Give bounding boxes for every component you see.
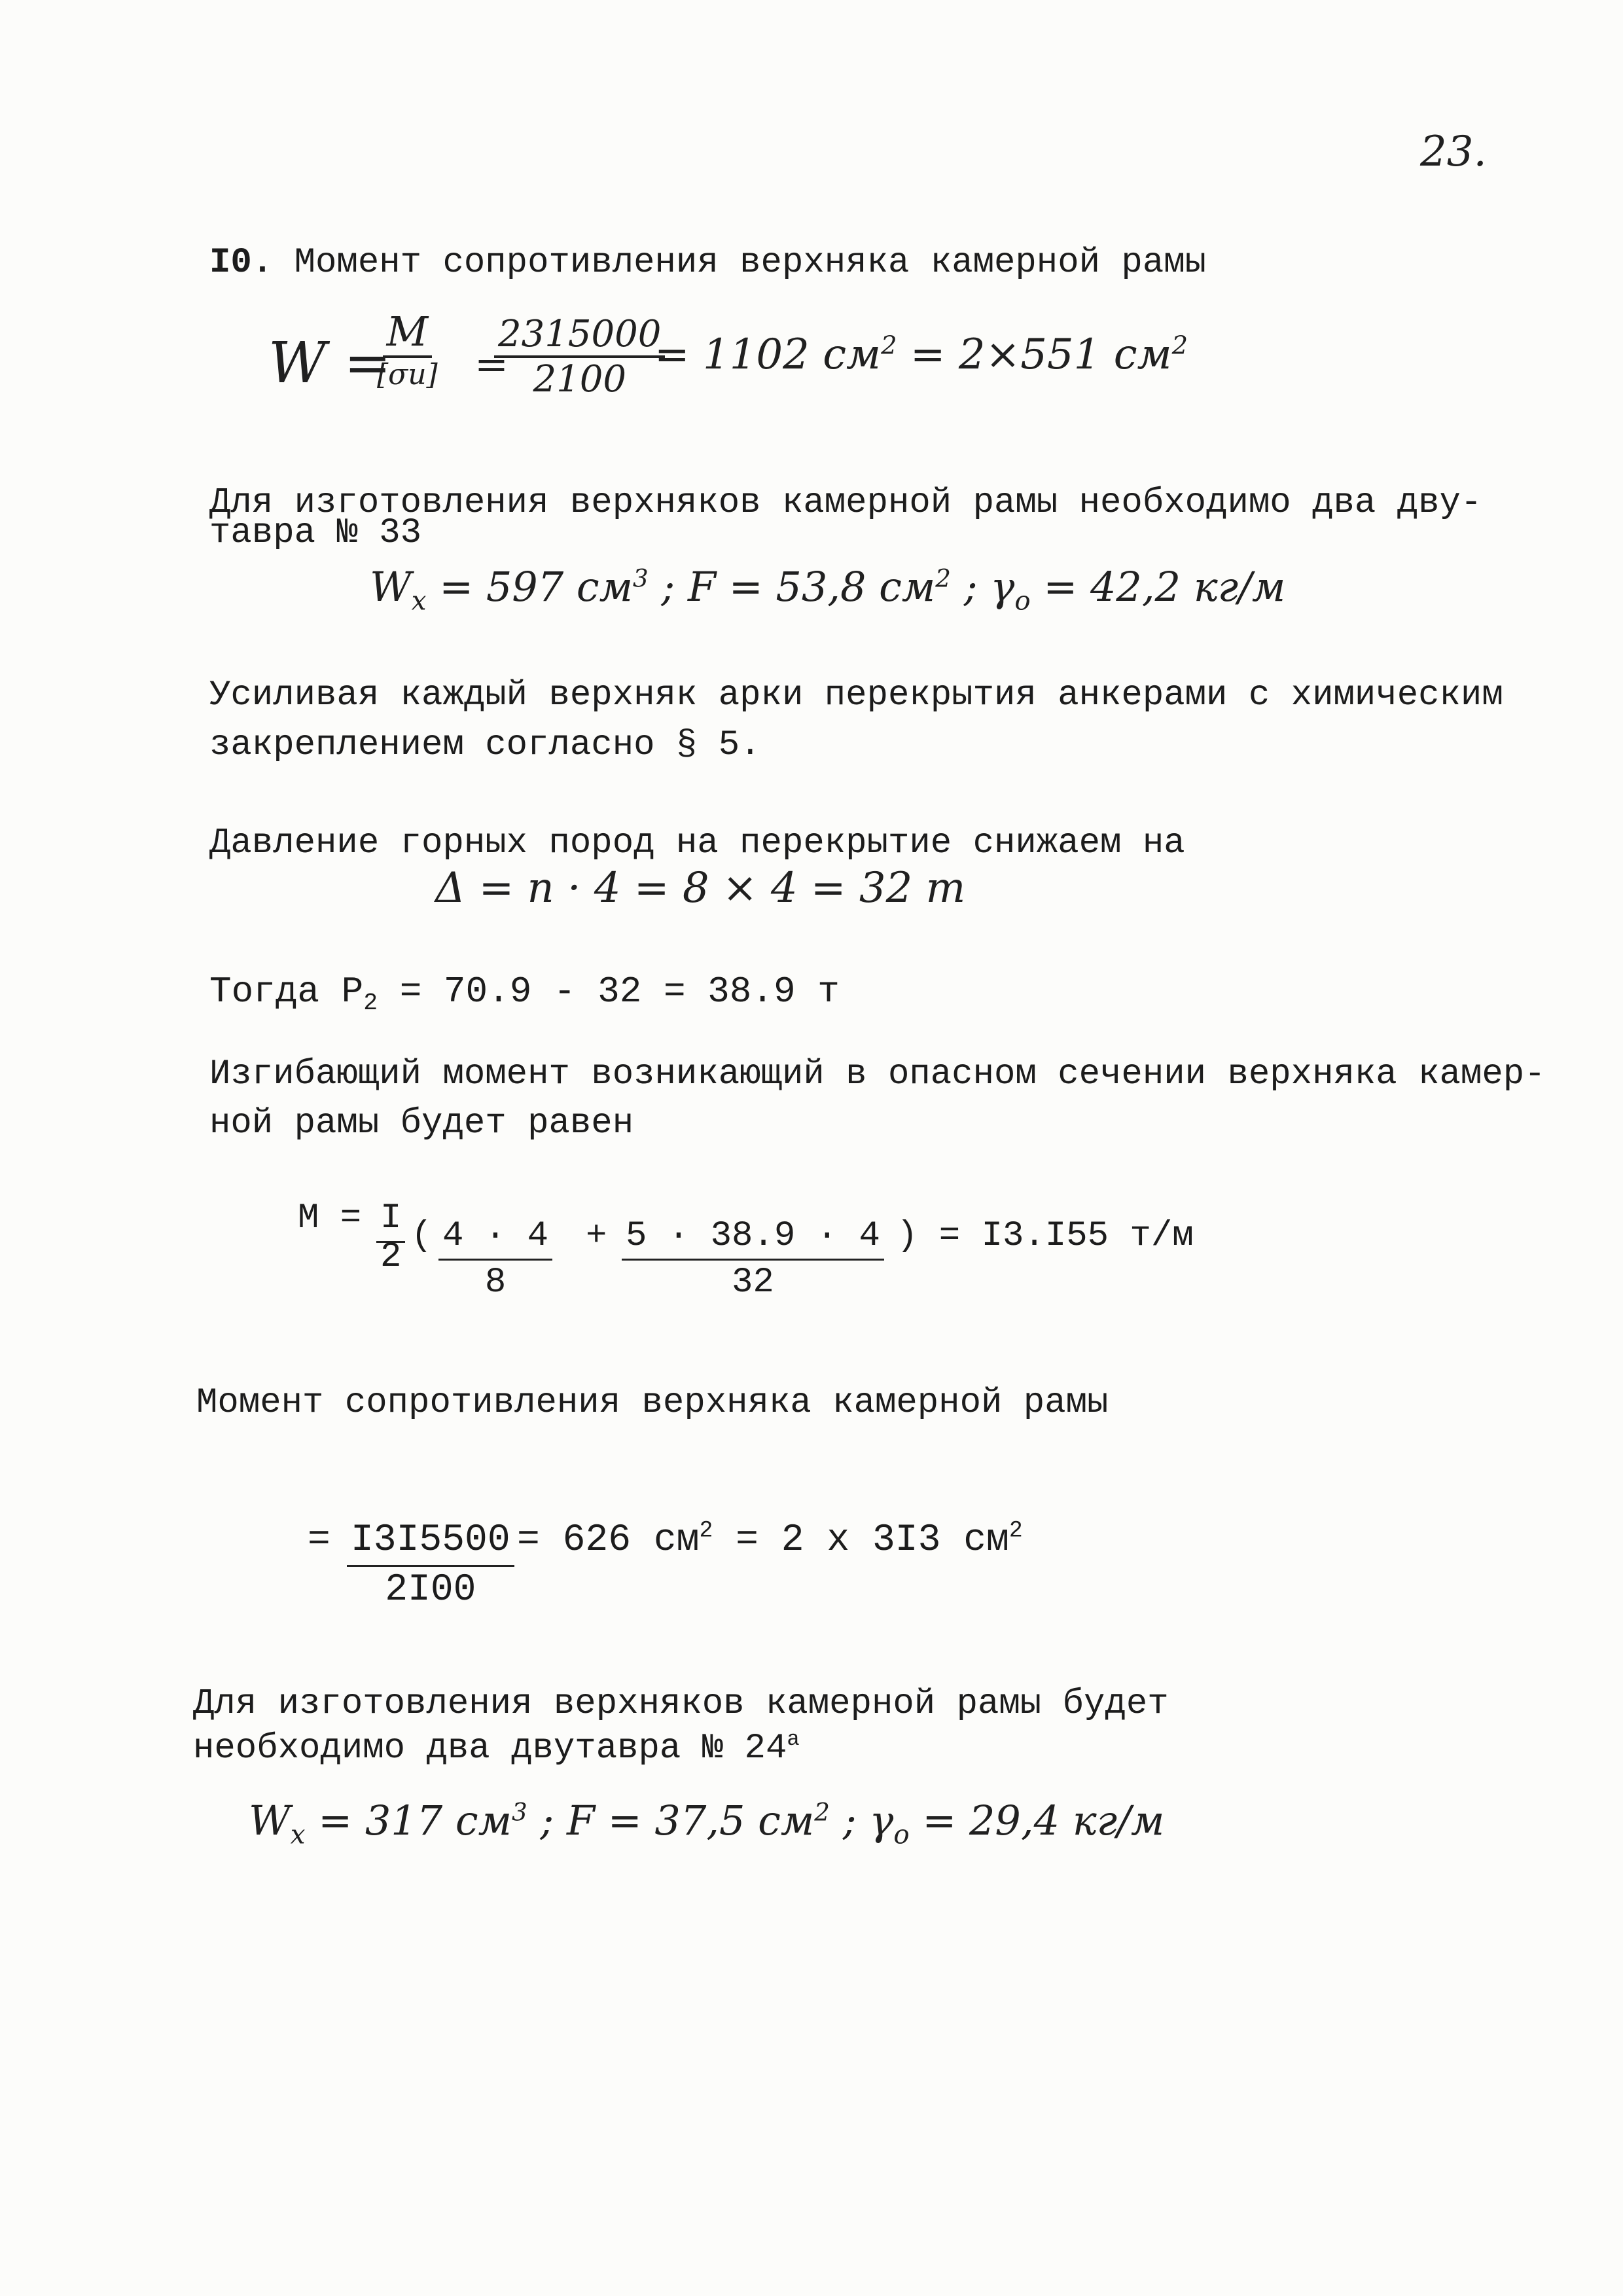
beam-properties-33 bbox=[370, 563, 1286, 617]
fraction-numerator: 2315000 bbox=[494, 313, 665, 358]
result-split-exponent: 2 bbox=[1171, 331, 1188, 361]
paragraph-line: тавра № 33 bbox=[209, 512, 422, 553]
formula-delta: Δ = n · 4 = 8 × 4 = 32 т bbox=[435, 864, 966, 912]
paragraph-line: Для изготовления верхняков камерной рамы будет bbox=[193, 1684, 1169, 1724]
fraction-2315000-over-2100 bbox=[494, 313, 665, 401]
open-paren: ( bbox=[411, 1216, 433, 1256]
paragraph-anchors bbox=[209, 671, 1503, 770]
gamma-value: = 42,2 кг/м bbox=[1043, 563, 1286, 611]
fraction-numerator: 4 · 4 bbox=[438, 1214, 552, 1261]
fraction-denominator: 2I00 bbox=[385, 1568, 476, 1611]
moment-result: ) = I3.I55 т/м bbox=[897, 1216, 1194, 1256]
modulus-result bbox=[517, 1517, 1023, 1565]
equals-sign: = bbox=[474, 340, 508, 388]
paragraph-line: закреплением согласно § 5. bbox=[209, 725, 761, 765]
paragraph-section-modulus: Момент сопротивления верхняка камерной рамы bbox=[196, 1383, 1109, 1423]
modulus-value: = 626 см bbox=[517, 1519, 700, 1562]
section-heading bbox=[209, 241, 1206, 285]
modulus-equals: = bbox=[308, 1519, 330, 1562]
section-title: Момент сопротивления верхняка камерной рамы bbox=[294, 243, 1207, 283]
modulus-split-exponent: 2 bbox=[1008, 1518, 1023, 1544]
gamma-subscript: o bbox=[1014, 585, 1031, 617]
fraction-numerator: I3I5500 bbox=[347, 1517, 514, 1567]
fraction-denominator: 2100 bbox=[533, 358, 626, 401]
formula-w-result bbox=[654, 331, 1188, 379]
paragraph-line: Изгибающий момент возникающий в опасном сечении верхняка камер- bbox=[209, 1054, 1546, 1094]
p2-subscript: 2 bbox=[363, 990, 378, 1017]
paragraph-pressure: Давление горных пород на перекрытие снижаем на bbox=[209, 823, 1185, 863]
page-number: 23. bbox=[1420, 128, 1487, 176]
gamma-value: = 29,4 кг/м bbox=[922, 1797, 1165, 1844]
gamma-subscript: o bbox=[893, 1819, 910, 1850]
fraction-numerator: I bbox=[376, 1196, 405, 1243]
beam-properties-24a bbox=[249, 1797, 1165, 1850]
formula-w-lhs: W = bbox=[268, 331, 391, 396]
gamma-symbol: ; γ bbox=[842, 1797, 894, 1844]
wx-exponent: 3 bbox=[512, 1797, 527, 1827]
modulus-split: = 2 x 3I3 см bbox=[713, 1519, 1009, 1562]
plus-sign: + bbox=[586, 1216, 607, 1256]
wx-exponent: 3 bbox=[633, 564, 649, 593]
fraction-5x389x4-over-32 bbox=[622, 1214, 884, 1304]
p2-expression: = 70.9 - 32 = 38.9 т bbox=[378, 971, 840, 1013]
wx-subscript: x bbox=[290, 1819, 306, 1850]
beam-number-superscript: а bbox=[787, 1727, 800, 1751]
fraction-numerator: 5 · 38.9 · 4 bbox=[622, 1214, 884, 1261]
modulus-exponent: 2 bbox=[699, 1518, 713, 1544]
area-exponent: 2 bbox=[814, 1797, 830, 1827]
wx-value: = 317 см bbox=[318, 1797, 512, 1844]
gamma-symbol: ; γ bbox=[963, 563, 1015, 611]
fraction-numerator: M bbox=[383, 308, 432, 358]
wx-symbol: W bbox=[370, 563, 412, 611]
fraction-denominator: 2 bbox=[380, 1236, 402, 1277]
paragraph-line: необходимо два двутавра № $24^а$ bbox=[193, 1727, 800, 1768]
fraction-denominator: 32 bbox=[732, 1262, 774, 1302]
section-number: I0. bbox=[209, 243, 274, 283]
area-value: ; F = 53,8 см bbox=[661, 563, 936, 611]
moment-lhs: M = bbox=[298, 1198, 362, 1238]
paragraph-line: Усиливая каждый верхняк арки перекрытия анкерами с химическим bbox=[209, 675, 1503, 715]
paragraph-beam-choice-2 bbox=[193, 1682, 1169, 1770]
paragraph-beam-choice bbox=[209, 481, 1482, 555]
fraction-4x4-over-8 bbox=[438, 1214, 552, 1304]
result-exponent: 2 bbox=[881, 331, 897, 361]
wx-value: = 597 см bbox=[439, 563, 633, 611]
formula-p2 bbox=[209, 969, 840, 1017]
fraction-m-over-sigma bbox=[373, 308, 442, 391]
fraction-1315500-over-2100 bbox=[347, 1517, 514, 1614]
area-exponent: 2 bbox=[935, 564, 951, 593]
p2-prefix: Тогда P bbox=[209, 971, 364, 1013]
result-value: = 1102 см bbox=[654, 331, 882, 379]
paragraph-line: Для изготовления верхняков камерной рамы необходимо два дву- bbox=[209, 483, 1482, 523]
result-split: = 2×551 см bbox=[910, 331, 1172, 379]
fraction-denominator: [σи] bbox=[377, 358, 438, 391]
wx-symbol: W bbox=[249, 1797, 291, 1844]
fraction-denominator: 8 bbox=[484, 1262, 507, 1302]
paragraph-line: ной рамы будет равен bbox=[209, 1103, 634, 1143]
area-value: ; F = 37,5 см bbox=[540, 1797, 815, 1844]
wx-subscript: x bbox=[411, 585, 427, 617]
paragraph-bending-moment bbox=[209, 1050, 1546, 1148]
fraction-half bbox=[376, 1196, 405, 1279]
